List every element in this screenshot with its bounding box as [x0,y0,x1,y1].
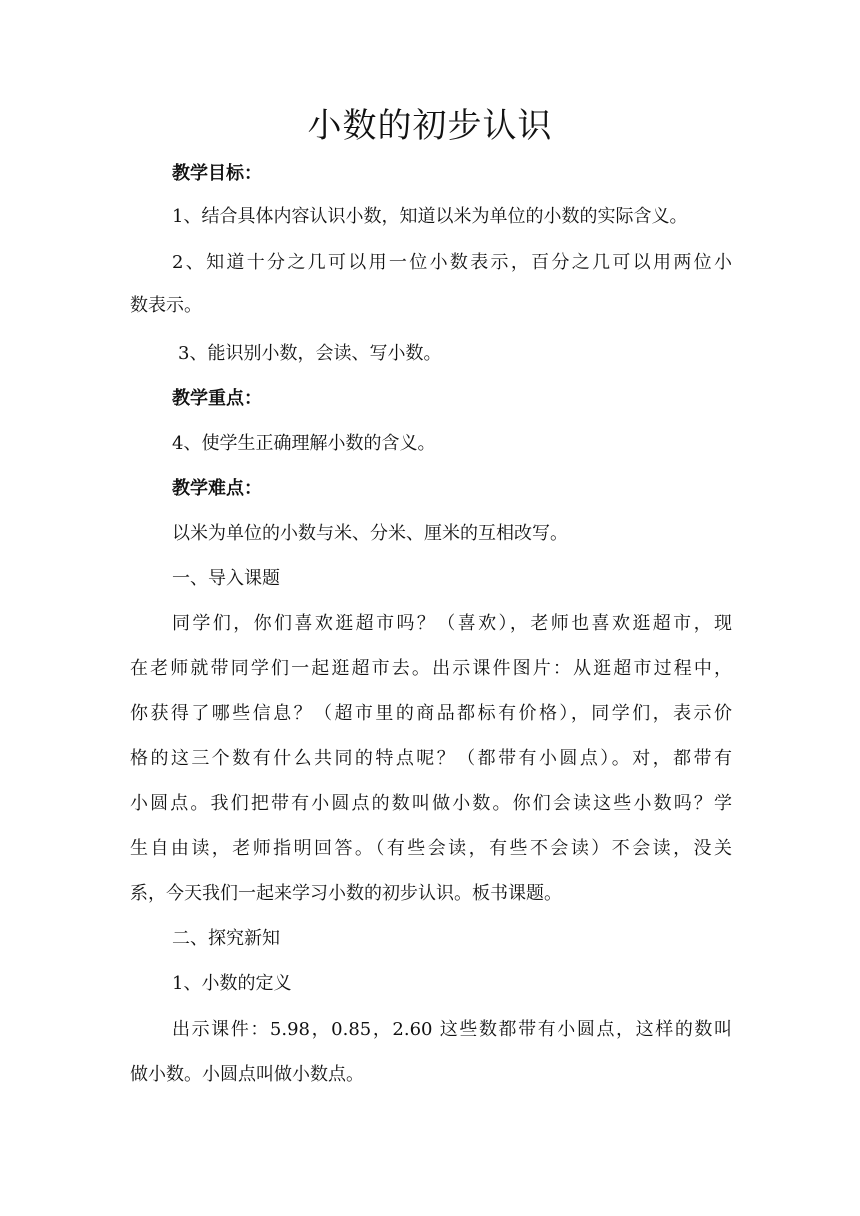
paragraph-intro-line-7: 系，今天我们一起来学习小数的初步认识。板书课题。 [130,883,562,904]
paragraph-definition-line-2: 做小数。小圆点叫做小数点。 [130,1064,364,1085]
section-2-heading: 二、探究新知 [172,928,280,949]
paragraph-intro-line-1: 同学们，你们喜欢逛超市吗？（喜欢），老师也喜欢逛超市，现 [172,613,732,634]
paragraph-intro-line-2: 在老师就带同学们一起逛超市去。出示课件图片：从逛超市过程中， [130,658,732,679]
goal-1: 1、结合具体内容认识小数，知道以米为单位的小数的实际含义。 [172,206,688,227]
goal-3: 3、能识别小数，会读、写小数。 [178,343,442,364]
section-1-heading: 一、导入课题 [172,568,280,589]
heading-key-points: 教学重点： [172,388,262,409]
heading-difficult-points: 教学难点： [172,478,262,499]
subsection-1-heading: 1、小数的定义 [172,973,292,994]
goal-2-line-2: 数表示。 [130,295,202,316]
paragraph-intro-line-5: 小圆点。我们把带有小圆点的数叫做小数。你们会读这些小数吗？学 [130,793,732,814]
paragraph-definition-line-1: 出示课件：5.98，0.85，2.60 这些数都带有小圆点，这样的数叫 [172,1019,732,1040]
goal-2-line-1: 2、知道十分之几可以用一位小数表示，百分之几可以用两位小 [172,252,732,273]
difficult-point-text: 以米为单位的小数与米、分米、厘米的互相改写。 [172,523,568,544]
paragraph-intro-line-3: 你获得了哪些信息？（超市里的商品都标有价格），同学们，表示价 [130,703,732,724]
paragraph-intro-line-6: 生自由读，老师指明回答。（有些会读，有些不会读）不会读，没关 [130,838,732,859]
heading-teaching-goals: 教学目标： [172,163,262,184]
document-title: 小数的初步认识 [307,106,553,146]
paragraph-intro-line-4: 格的这三个数有什么共同的特点呢？（都带有小圆点）。对，都带有 [130,748,732,769]
key-point-4: 4、使学生正确理解小数的含义。 [172,433,436,454]
